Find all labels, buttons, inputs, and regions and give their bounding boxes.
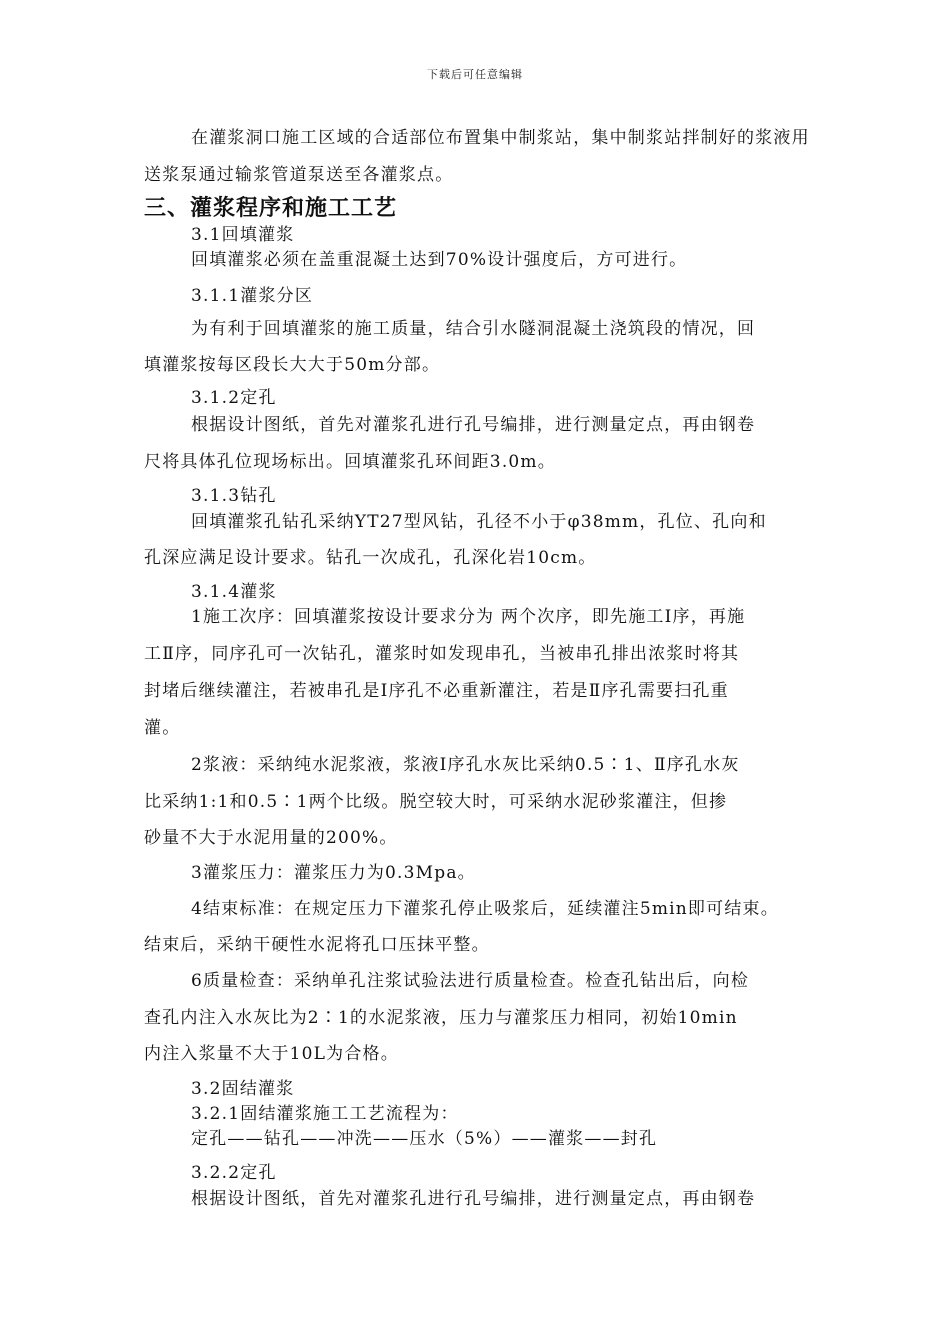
s32-title: 3.2固结灌浆 (191, 1079, 295, 1099)
s321-title: 3.2.1固结灌浆施工工艺流程为： (191, 1104, 459, 1124)
s313-line-2: 孔深应满足设计要求。钻孔一次成孔，孔深化岩10cm。 (144, 548, 597, 568)
s312-line-1: 根据设计图纸，首先对灌浆孔进行孔号编排，进行测量定点，再由钢卷 (191, 415, 756, 435)
s314-title: 3.1.4灌浆 (191, 582, 277, 602)
s314-p2-line-2: 比采纳1:1和0.5∶1两个比级。脱空较大时，可采纳水泥砂浆灌注，但掺 (144, 792, 728, 812)
s314-p4-line-1: 4结束标准：在规定压力下灌浆孔停止吸浆后，延续灌注5min即可结束。 (191, 899, 779, 919)
s314-p4-line-2: 结束后，采纳干硬性水泥将孔口压抹平整。 (144, 935, 490, 955)
s314-p1-line-4: 灌。 (144, 718, 181, 738)
s314-p6-line-2: 查孔内注入水灰比为2∶1的水泥浆液，压力与灌浆压力相同，初始10min (144, 1008, 738, 1028)
s311-line-2: 填灌浆按每区段长大大于50m分部。 (144, 355, 441, 375)
s311-line-1: 为有利于回填灌浆的施工质量，结合引水隧洞混凝土浇筑段的情况，回 (191, 319, 756, 339)
s312-line-2: 尺将具体孔位现场标出。回填灌浆孔环间距3.0m。 (144, 452, 556, 472)
s311-title: 3.1.1灌浆分区 (191, 286, 314, 306)
section-title: 三、灌浆程序和施工工艺 (144, 196, 398, 221)
s314-p2-line-3: 砂量不大于水泥用量的200%。 (144, 828, 398, 848)
intro-line-2: 送浆泵通过输浆管道泵送至各灌浆点。 (144, 165, 454, 185)
s31-text: 回填灌浆必须在盖重混凝土达到70%设计强度后，方可进行。 (191, 250, 688, 270)
s312-title: 3.1.2定孔 (191, 388, 277, 408)
s31-title: 3.1回填灌浆 (191, 225, 295, 245)
s314-p2-line-1: 2浆液：采纳纯水泥浆液，浆液Ⅰ序孔水灰比采纳0.5∶1、Ⅱ序孔水灰 (191, 755, 740, 775)
s314-p1-line-2: 工Ⅱ序，同序孔可一次钻孔，灌浆时如发现串孔，当被串孔排出浓浆时将其 (144, 644, 740, 664)
s314-p6-line-1: 6质量检查：采纳单孔注浆试验法进行质量检查。检查孔钻出后，向检 (191, 971, 750, 991)
intro-line-1: 在灌浆洞口施工区域的合适部位布置集中制浆站，集中制浆站拌制好的浆液用 (191, 128, 810, 148)
s314-p1-line-1: 1施工次序：回填灌浆按设计要求分为 两个次序，即先施工Ⅰ序，再施 (191, 607, 746, 627)
s313-title: 3.1.3钻孔 (191, 486, 277, 506)
s314-p6-line-3: 内注入浆量不大于10L为合格。 (144, 1044, 399, 1064)
page-header: 下载后可任意编辑 (427, 68, 523, 81)
s314-p1-line-3: 封堵后继续灌注，若被串孔是Ⅰ序孔不必重新灌注，若是Ⅱ序孔需要扫孔重 (144, 681, 729, 701)
s321-flow: 定孔——钻孔——冲洗——压水（5%）——灌浆——封孔 (191, 1129, 658, 1149)
s313-line-1: 回填灌浆孔钻孔采纳YT27型风钻，孔径不小于φ38mm，孔位、孔向和 (191, 512, 767, 532)
s314-p3: 3灌浆压力：灌浆压力为0.3Mpa。 (191, 863, 476, 883)
s322-line-1: 根据设计图纸，首先对灌浆孔进行孔号编排，进行测量定点，再由钢卷 (191, 1189, 756, 1209)
s322-title: 3.2.2定孔 (191, 1163, 277, 1183)
